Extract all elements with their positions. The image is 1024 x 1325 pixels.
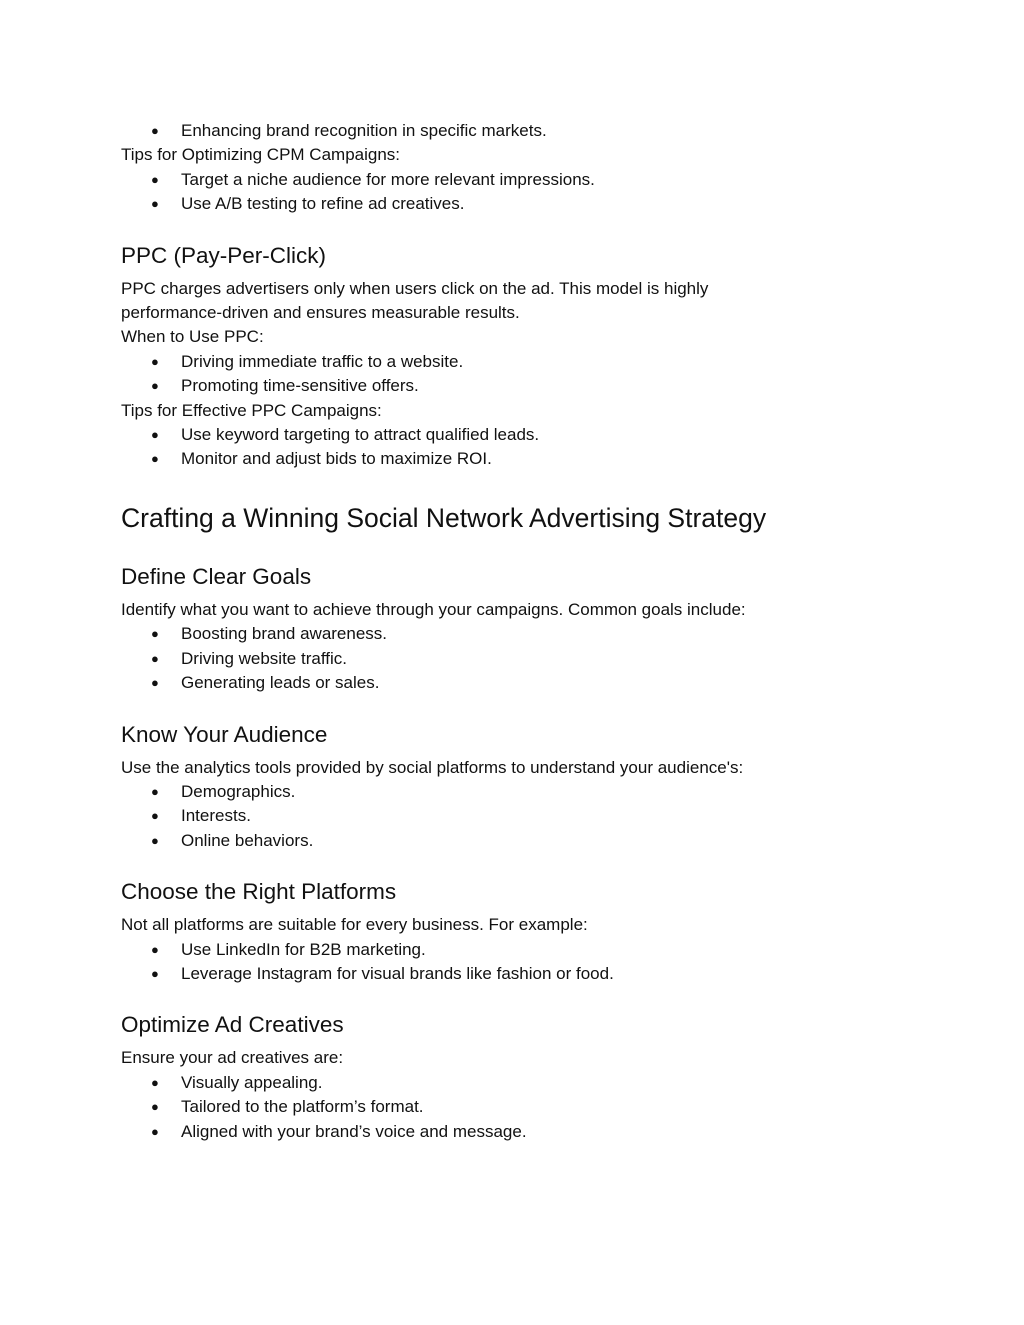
bullet-icon: ●	[151, 1123, 159, 1139]
creatives-heading: Optimize Ad Creatives	[121, 1012, 344, 1038]
ppc-description-line-1: PPC charges advertisers only when users click on the ad. This model is highly	[121, 278, 709, 298]
bullet-icon: ●	[151, 808, 159, 824]
platforms-heading: Choose the Right Platforms	[121, 879, 397, 905]
goals-list	[121, 622, 921, 695]
list-item: ● Use A/B testing to refine ad creatives.	[121, 192, 921, 216]
list-item: ● Target a niche audience for more relevant impressions.	[121, 168, 921, 192]
bullet-icon: ●	[151, 650, 159, 666]
ppc-description-line-2: performance-driven and ensures measurable results.	[121, 303, 520, 323]
list-item: ● Aligned with your brand’s voice and message.	[121, 1120, 921, 1144]
bullet-icon: ●	[151, 353, 159, 369]
list-item: ● Promoting time-sensitive offers.	[121, 374, 921, 398]
bullet-icon: ●	[151, 427, 159, 443]
audience-list	[121, 780, 921, 853]
bullet-icon: ●	[151, 965, 159, 981]
audience-intro: Use the analytics tools provided by social platforms to understand your audience's:	[121, 757, 744, 777]
bullet-icon: ●	[151, 451, 159, 467]
ppc-tips-label: Tips for Effective PPC Campaigns:	[121, 400, 382, 420]
bullet-icon: ●	[151, 1099, 159, 1115]
list-item: ● Online behaviors.	[121, 829, 921, 853]
bullet-icon: ●	[151, 626, 159, 642]
list-item: ● Generating leads or sales.	[121, 671, 921, 695]
bullet-icon: ●	[151, 196, 159, 212]
list-item: ● Visually appealing.	[121, 1071, 921, 1095]
cpm-tips-list	[121, 168, 921, 217]
ppc-when-label: When to Use PPC:	[121, 327, 264, 347]
bullet-icon: ●	[151, 378, 159, 394]
bullet-icon: ●	[151, 941, 159, 957]
bullet-icon: ●	[151, 675, 159, 691]
platforms-list	[121, 938, 921, 987]
goals-intro: Identify what you want to achieve through your campaigns. Common goals include:	[121, 599, 746, 619]
creatives-list	[121, 1071, 921, 1144]
bullet-icon: ●	[151, 171, 159, 187]
ppc-heading: PPC (Pay-Per-Click)	[121, 242, 327, 268]
brand-recognition-list	[121, 119, 921, 143]
bullet-icon: ●	[151, 1074, 159, 1090]
platforms-intro: Not all platforms are suitable for every business. For example:	[121, 915, 588, 935]
list-item: ● Interests.	[121, 804, 921, 828]
bullet-icon: ●	[151, 123, 159, 138]
bullet-icon: ●	[151, 783, 159, 799]
list-item: ● Use LinkedIn for B2B marketing.	[121, 938, 921, 962]
list-item: ● Tailored to the platform’s format.	[121, 1095, 921, 1119]
ppc-tips-list	[121, 423, 921, 472]
strategy-title: Crafting a Winning Social Network Advertising Strategy	[121, 502, 767, 533]
document-page	[121, 119, 921, 1144]
list-item: ● Driving immediate traffic to a website.	[121, 350, 921, 374]
goals-heading: Define Clear Goals	[121, 563, 312, 589]
bullet-icon: ●	[151, 832, 159, 848]
ppc-when-list	[121, 350, 921, 399]
audience-heading: Know Your Audience	[121, 721, 328, 747]
list-item: ● Monitor and adjust bids to maximize ROI.	[121, 447, 921, 471]
list-item: ● Demographics.	[121, 780, 921, 804]
cpm-tips-label: Tips for Optimizing CPM Campaigns:	[121, 145, 401, 165]
creatives-intro: Ensure your ad creatives are:	[121, 1048, 344, 1068]
list-item: ● Boosting brand awareness.	[121, 622, 921, 646]
list-item: ● Leverage Instagram for visual brands like fashion or food.	[121, 962, 921, 986]
list-item: ● Driving website traffic.	[121, 647, 921, 671]
list-item: ● Use keyword targeting to attract qualified leads.	[121, 423, 921, 447]
list-item: ● Enhancing brand recognition in specific markets.	[121, 119, 921, 143]
